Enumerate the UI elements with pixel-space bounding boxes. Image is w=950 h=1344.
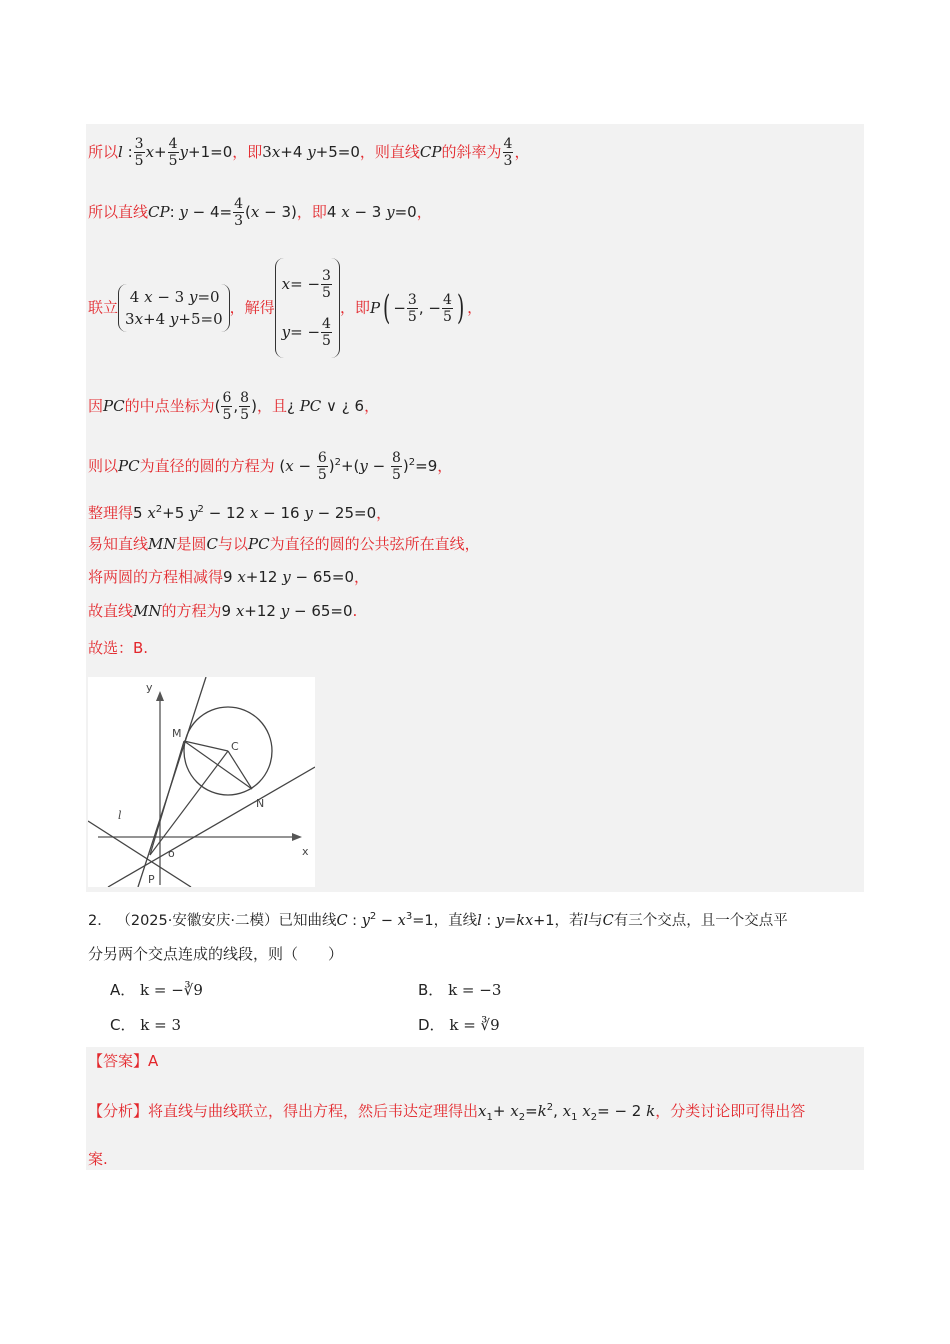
text-fragment: ，直线 <box>433 912 478 929</box>
option-label: B． <box>418 981 444 999</box>
analysis-line-1: 【分析】将直线与曲线联立，得出方程，然后韦达定理得出$x_1+ x_2=k^2$, $x_1$ $x_2= - 2$ k，分类讨论即可得出答 <box>88 1102 806 1123</box>
text-fragment: ，即 <box>296 203 327 221</box>
text-fragment: 整理得 <box>88 504 134 522</box>
y-axis-arrow <box>156 691 164 701</box>
label-p: P <box>148 873 155 886</box>
solution-line-7: 易知直线MN是圆C与以PC为直径的圆的公共弦所在直线， <box>88 535 480 553</box>
text-fragment: . <box>352 602 358 620</box>
label-c: C <box>231 740 239 753</box>
analysis-tag: 【分析】 <box>88 1102 149 1120</box>
solution-line-3: 联立 4 x − 3 y=0 3x+4 y+5=0 ，解得 x = − $\frac{3}{5}$ y = − $\frac{4}{5}$ ，即P( − $\frac{3}{5}$ , − $\frac{4}{5}$ ) ， <box>88 258 482 358</box>
analysis-line-2: 案. <box>88 1150 108 1168</box>
text-fragment: 的中点坐标为 <box>124 397 215 415</box>
answer-line <box>88 1050 158 1072</box>
solution-line-6: 整理得5 $x^2+5$ $y^2 - 12$ x − 16 y − 25=0， <box>88 504 392 522</box>
text-fragment: 则以 <box>88 457 119 475</box>
solution-line-2: 所以直线CP: y − 4= $\frac{4}{3}$ (x − 3)，即4 x − 3 y=0， <box>88 196 432 229</box>
solution-answer-line: 故选：B. <box>88 639 149 657</box>
question-2-line-1: 2． （2025·安徽安庆·二模）已知曲线C : $y^2 - x^3=1$，直线l : y=kx+1，若l与C有三个交点，且一个交点平 <box>88 911 788 929</box>
option-value: k = −∛9 <box>140 981 203 999</box>
solution-line-9: 故直线MN的方程为9 x+12 y − 65=0. <box>88 602 358 620</box>
option-d[interactable] <box>418 1014 500 1036</box>
solution-line-8: 将两圆的方程相减得9 x+12 y − 65=0， <box>88 568 370 586</box>
text-fragment: 与以 <box>218 535 249 553</box>
text-fragment: 所以直线 <box>88 203 149 221</box>
text-fragment: 与 <box>588 912 603 929</box>
text-fragment: 的斜率为 <box>441 143 502 161</box>
label-y: y <box>146 681 153 694</box>
text-fragment: ， <box>416 203 432 221</box>
text-fragment: 因 <box>88 397 104 415</box>
text-fragment: 将直线与曲线联立，得出方程，然后韦达定理得出 <box>148 1102 479 1120</box>
text-fragment: 联立 <box>88 298 119 317</box>
text-fragment: 已知曲线 <box>278 912 337 929</box>
text-fragment: 有三个交点，且一个交点平 <box>613 912 788 929</box>
text-fragment: 故直线 <box>88 602 134 620</box>
label-o: o <box>168 847 175 860</box>
text-fragment: ， <box>437 457 453 475</box>
text-fragment: ，且 <box>256 397 287 415</box>
label-n: N <box>256 797 265 810</box>
text-fragment: ，若 <box>554 912 584 929</box>
text-fragment: 将两圆的方程相减得 <box>88 568 224 586</box>
solution-line-4: 因PC的中点坐标为( $\frac{6}{5}$ , $\frac{8}{5}$ )，且¿ PC ∨ ¿ 6， <box>88 390 380 423</box>
label-m: M <box>172 727 182 740</box>
label-x: x <box>302 845 309 858</box>
text-fragment: ， <box>354 568 370 586</box>
solution-line-5: 则以PC为直径的圆的方程为 (x − $\frac{6}{5}$ )$^2$+(y − $\frac{8}{5}$ )$^2$=9， <box>88 450 453 483</box>
text-fragment: ，则直线 <box>359 143 420 161</box>
text-fragment: ，分类讨论即可得出答 <box>655 1102 806 1120</box>
text-fragment: ， <box>376 504 392 522</box>
text-fragment: ，解得 <box>229 298 275 317</box>
segment-pm <box>150 741 184 855</box>
tangent-line-pn <box>108 767 315 887</box>
question-2-line-2: 分另两个交点连成的线段，则（ ） <box>88 945 344 963</box>
option-value: k = −3 <box>448 981 502 999</box>
option-value: k = ∛9 <box>449 1016 500 1034</box>
text-fragment: ，即 <box>339 298 370 317</box>
option-label: D． <box>418 1016 445 1034</box>
answer-value: A <box>148 1052 159 1070</box>
text-fragment: ， <box>364 397 380 415</box>
text-fragment: 为直径的圆的公共弦所在直线， <box>269 535 480 553</box>
solution-system: x = − $\frac{3}{5}$ y = − $\frac{4}{5}$ <box>275 258 340 358</box>
option-c[interactable] <box>110 1014 181 1036</box>
x-axis-arrow <box>292 833 302 841</box>
text-fragment: 的方程为 <box>161 602 222 620</box>
option-label: A． <box>110 981 136 999</box>
question-number: 2． <box>88 912 112 929</box>
answer-tag: 【答案】 <box>88 1052 149 1070</box>
line-l <box>88 821 191 887</box>
geometry-figure <box>88 677 315 887</box>
system-of-equations: 4 x − 3 y=0 3x+4 y+5=0 <box>118 284 230 332</box>
text-fragment: ，即 <box>232 143 263 161</box>
option-label: C． <box>110 1016 136 1034</box>
solution-line-1: 所以l : $\frac{3}{5}$ x+ $\frac{4}{5}$ y+1=0，即3x+4 y+5=0，则直线CP的斜率为 $\frac{4}{3}$ ， <box>88 136 530 169</box>
text-fragment: 所以 <box>88 143 119 161</box>
question-source: （2025·安徽安庆·二模） <box>116 912 279 929</box>
option-value: k = 3 <box>140 1016 182 1034</box>
text-fragment: 是圆 <box>176 535 207 553</box>
text-fragment: 易知直线 <box>88 535 149 553</box>
text-fragment: ， <box>467 298 483 317</box>
text-fragment: 为直径的圆的方程为 <box>139 457 275 475</box>
geometry-diagram <box>88 677 315 887</box>
text-fragment: ， <box>514 143 530 161</box>
option-b[interactable] <box>418 979 501 1001</box>
option-a[interactable] <box>110 979 203 1001</box>
segment-cn <box>228 751 252 789</box>
label-l: l <box>118 809 122 822</box>
